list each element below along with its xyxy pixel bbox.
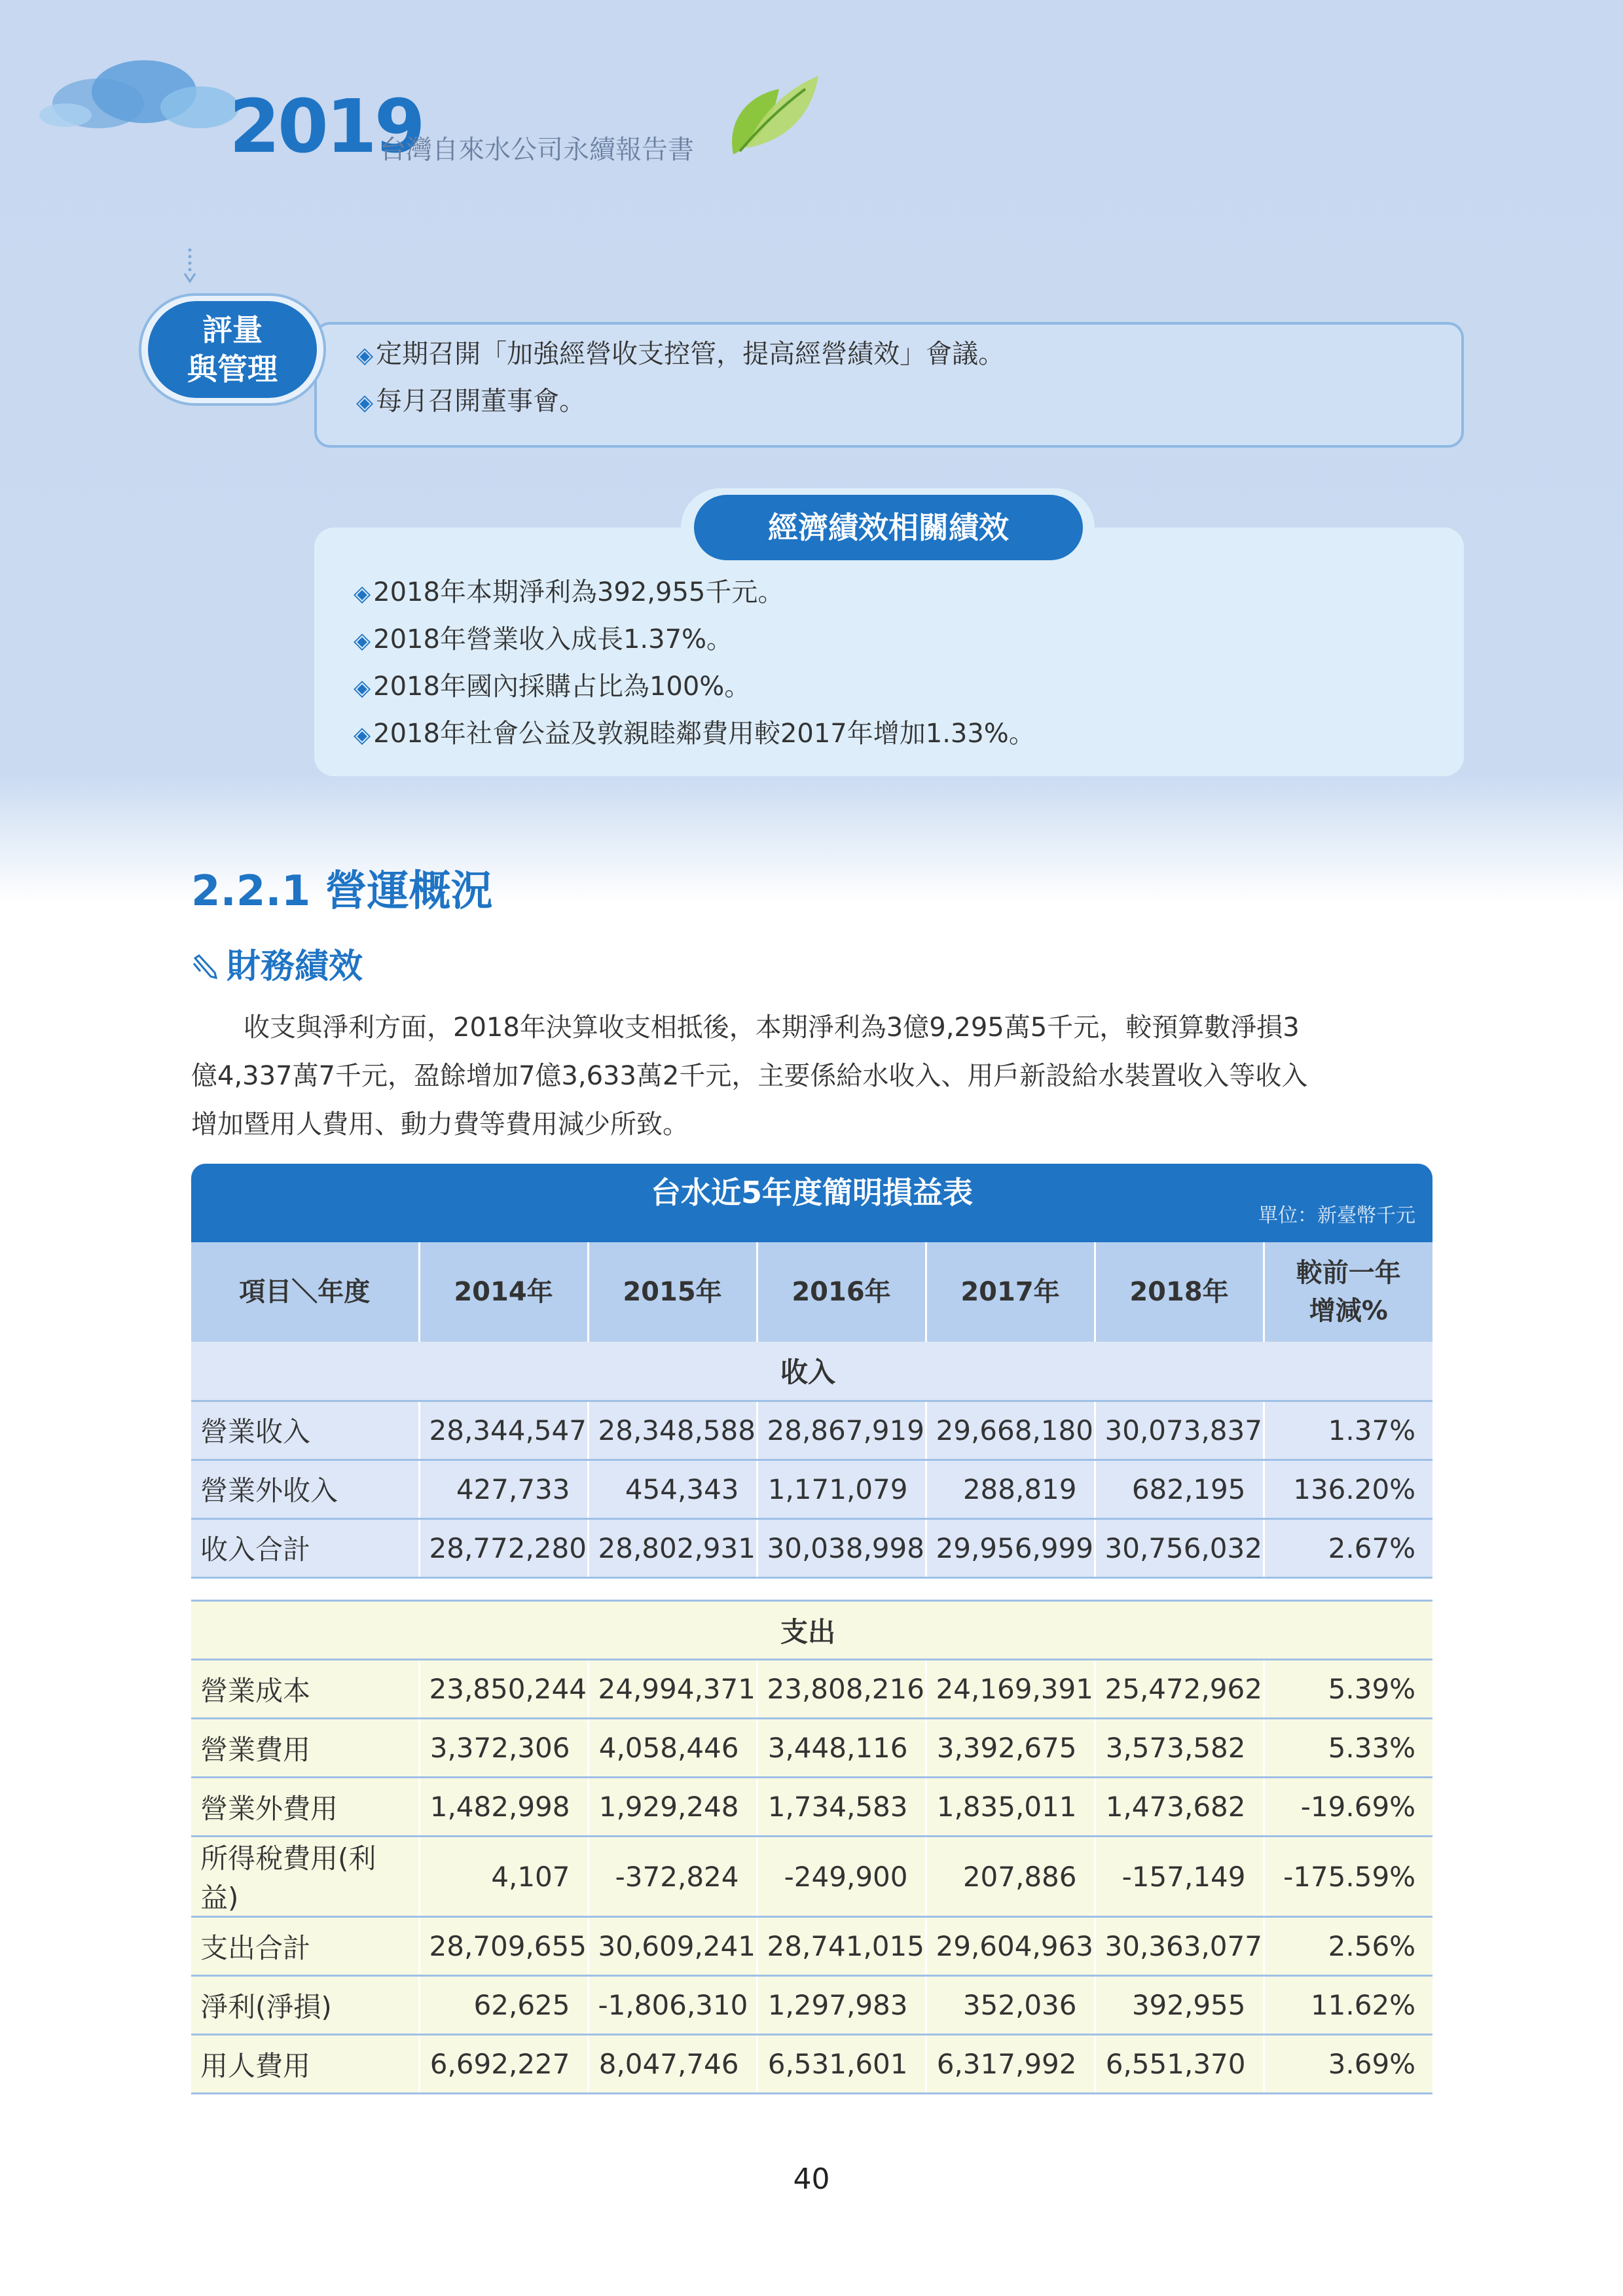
table-cell: 28,348,588 <box>588 1401 757 1460</box>
table-cell: 6,692,227 <box>419 2035 588 2094</box>
table-cell: 6,531,601 <box>757 2035 926 2094</box>
economic-item: ◈ 2018年社會公益及敦親睦鄰費用較2017年增加1.33%。 <box>354 719 1035 749</box>
table-cell: -249,900 <box>757 1837 926 1917</box>
row-label: 營業外收入 <box>191 1460 419 1518</box>
header-change: 較前一年 增減% <box>1264 1242 1432 1342</box>
report-year: 2019 <box>229 84 423 170</box>
row-label: 淨利(淨損) <box>191 1976 419 2035</box>
table-row <box>191 1917 1432 1976</box>
report-title: 台灣自來水公司永續報告書 <box>380 135 694 165</box>
header-2016: 2016年 <box>757 1242 926 1342</box>
leaf-icon <box>720 63 825 161</box>
economic-title: 經濟績效相關績效 <box>694 495 1083 560</box>
header-2014: 2014年 <box>419 1242 588 1342</box>
table-row <box>191 1778 1432 1837</box>
table-cell: 28,344,547 <box>419 1401 588 1460</box>
economic-item: ◈ 2018年國內採購占比為100%。 <box>354 672 751 702</box>
diamond-bullet-icon: ◈ <box>354 581 371 607</box>
table-cell: 1,734,583 <box>757 1778 926 1837</box>
table-cell: 30,756,032 <box>1095 1518 1264 1577</box>
evaluation-item: ◈ 定期召開「加強經營收支控管，提高經營績效」會議。 <box>356 339 1005 369</box>
row-label: 用人費用 <box>191 2035 419 2094</box>
table-title-bar <box>191 1164 1432 1242</box>
table-cell: 28,802,931 <box>588 1518 757 1577</box>
header-2015: 2015年 <box>588 1242 757 1342</box>
section-heading: 2.2.1 營運概況 <box>191 867 493 916</box>
table-cell: 11.62% <box>1264 1976 1432 2035</box>
diamond-bullet-icon: ◈ <box>354 675 371 701</box>
table-cell: 30,363,077 <box>1095 1917 1264 1976</box>
table-cell: 28,867,919 <box>757 1401 926 1460</box>
pen-icon <box>191 952 221 982</box>
table-cell: 28,741,015 <box>757 1917 926 1976</box>
row-label: 營業費用 <box>191 1719 419 1778</box>
table-title: 台水近5年度簡明損益表 <box>650 1175 973 1210</box>
table-cell: 427,733 <box>419 1460 588 1518</box>
table-cell: 23,808,216 <box>757 1660 926 1719</box>
table-cell: 1,482,998 <box>419 1778 588 1837</box>
row-label: 營業成本 <box>191 1660 419 1719</box>
economic-item: ◈ 2018年本期淨利為392,955千元。 <box>354 577 784 607</box>
evaluation-box <box>314 322 1464 448</box>
table-cell: 23,850,244 <box>419 1660 588 1719</box>
table-cell: 1,835,011 <box>926 1778 1095 1837</box>
table-cell: 28,709,655 <box>419 1917 588 1976</box>
table-cell: 30,609,241 <box>588 1917 757 1976</box>
table-cell: 24,169,391 <box>926 1660 1095 1719</box>
table-cell: 30,073,837 <box>1095 1401 1264 1460</box>
table-row <box>191 1460 1432 1518</box>
table-cell: 25,472,962 <box>1095 1660 1264 1719</box>
table-row <box>191 1837 1432 1917</box>
table-cell: 1,297,983 <box>757 1976 926 2035</box>
header-2017: 2017年 <box>926 1242 1095 1342</box>
diamond-bullet-icon: ◈ <box>354 628 371 654</box>
table-cell: 3,372,306 <box>419 1719 588 1778</box>
table-cell: 1.37% <box>1264 1401 1432 1460</box>
row-label: 營業外費用 <box>191 1778 419 1837</box>
table-cell: 1,929,248 <box>588 1778 757 1837</box>
table-cell: 30,038,998 <box>757 1518 926 1577</box>
table-cell: -175.59% <box>1264 1837 1432 1917</box>
table-cell: 29,956,999 <box>926 1518 1095 1577</box>
evaluation-badge: 評量 與管理 <box>148 301 317 398</box>
table-row <box>191 1401 1432 1460</box>
table-cell: 29,604,963 <box>926 1917 1095 1976</box>
header-2018: 2018年 <box>1095 1242 1264 1342</box>
table-cell: 352,036 <box>926 1976 1095 2035</box>
row-label: 收入合計 <box>191 1518 419 1577</box>
table-cell: 288,819 <box>926 1460 1095 1518</box>
table-cell: 207,886 <box>926 1837 1095 1917</box>
header-item-year: 項目＼年度 <box>191 1242 419 1342</box>
diamond-bullet-icon: ◈ <box>356 342 374 368</box>
table-cell: 5.39% <box>1264 1660 1432 1719</box>
table-cell: 6,317,992 <box>926 2035 1095 2094</box>
table-cell: 28,772,280 <box>419 1518 588 1577</box>
table-row <box>191 1518 1432 1577</box>
table-cell: 3,392,675 <box>926 1719 1095 1778</box>
economic-item: ◈ 2018年營業收入成長1.37%。 <box>354 624 733 655</box>
table-row <box>191 1719 1432 1778</box>
table-cell: 2.56% <box>1264 1917 1432 1976</box>
table-cell: 4,107 <box>419 1837 588 1917</box>
table-cell: 136.20% <box>1264 1460 1432 1518</box>
page-number: 40 <box>793 2162 830 2196</box>
revenue-section-label: 收入 <box>191 1342 1432 1401</box>
revenue-table <box>191 1342 1432 1579</box>
table-row <box>191 1660 1432 1719</box>
finance-paragraph: 收支與淨利方面，2018年決算收支相抵後，本期淨利為3億9,295萬5千元，較預算數淨損3 億4,337萬7千元，盈餘增加7億3,633萬2千元，主要係給水收入、用戶新設給水裝置收入等收入 增加暨用人費用、動力費等費用減少所致。 <box>191 1013 1308 1139</box>
cloud-icon <box>39 52 249 137</box>
table-row <box>191 2035 1432 2094</box>
table-unit: 單位：新臺幣千元 <box>1258 1204 1415 1227</box>
row-label: 支出合計 <box>191 1917 419 1976</box>
table-cell: 2.67% <box>1264 1518 1432 1577</box>
expense-table <box>191 1600 1432 2094</box>
table-cell: 392,955 <box>1095 1976 1264 2035</box>
diamond-bullet-icon: ◈ <box>356 389 374 416</box>
row-label: 營業收入 <box>191 1401 419 1460</box>
table-cell: 3.69% <box>1264 2035 1432 2094</box>
table-cell: 24,994,371 <box>588 1660 757 1719</box>
down-arrow-icon <box>183 247 196 284</box>
table-cell: -157,149 <box>1095 1837 1264 1917</box>
subsection-heading: 財務績效 <box>191 944 363 990</box>
table-row <box>191 1976 1432 2035</box>
row-label: 所得稅費用(利益) <box>191 1837 419 1917</box>
table-cell: 1,171,079 <box>757 1460 926 1518</box>
evaluation-item: ◈ 每月召開董事會。 <box>356 386 586 416</box>
expense-section-label: 支出 <box>191 1601 1432 1660</box>
table-cell: 3,448,116 <box>757 1719 926 1778</box>
table-cell: 5.33% <box>1264 1719 1432 1778</box>
table-cell: 1,473,682 <box>1095 1778 1264 1837</box>
table-cell: 62,625 <box>419 1976 588 2035</box>
table-cell: 454,343 <box>588 1460 757 1518</box>
table-cell: 29,668,180 <box>926 1401 1095 1460</box>
table-cell: 682,195 <box>1095 1460 1264 1518</box>
table-cell: 8,047,746 <box>588 2035 757 2094</box>
table-cell: 6,551,370 <box>1095 2035 1264 2094</box>
diamond-bullet-icon: ◈ <box>354 722 371 748</box>
table-cell: 3,573,582 <box>1095 1719 1264 1778</box>
table-header <box>191 1242 1432 1342</box>
table-cell: 4,058,446 <box>588 1719 757 1778</box>
table-cell: -372,824 <box>588 1837 757 1917</box>
table-cell: -1,806,310 <box>588 1976 757 2035</box>
table-cell: -19.69% <box>1264 1778 1432 1837</box>
